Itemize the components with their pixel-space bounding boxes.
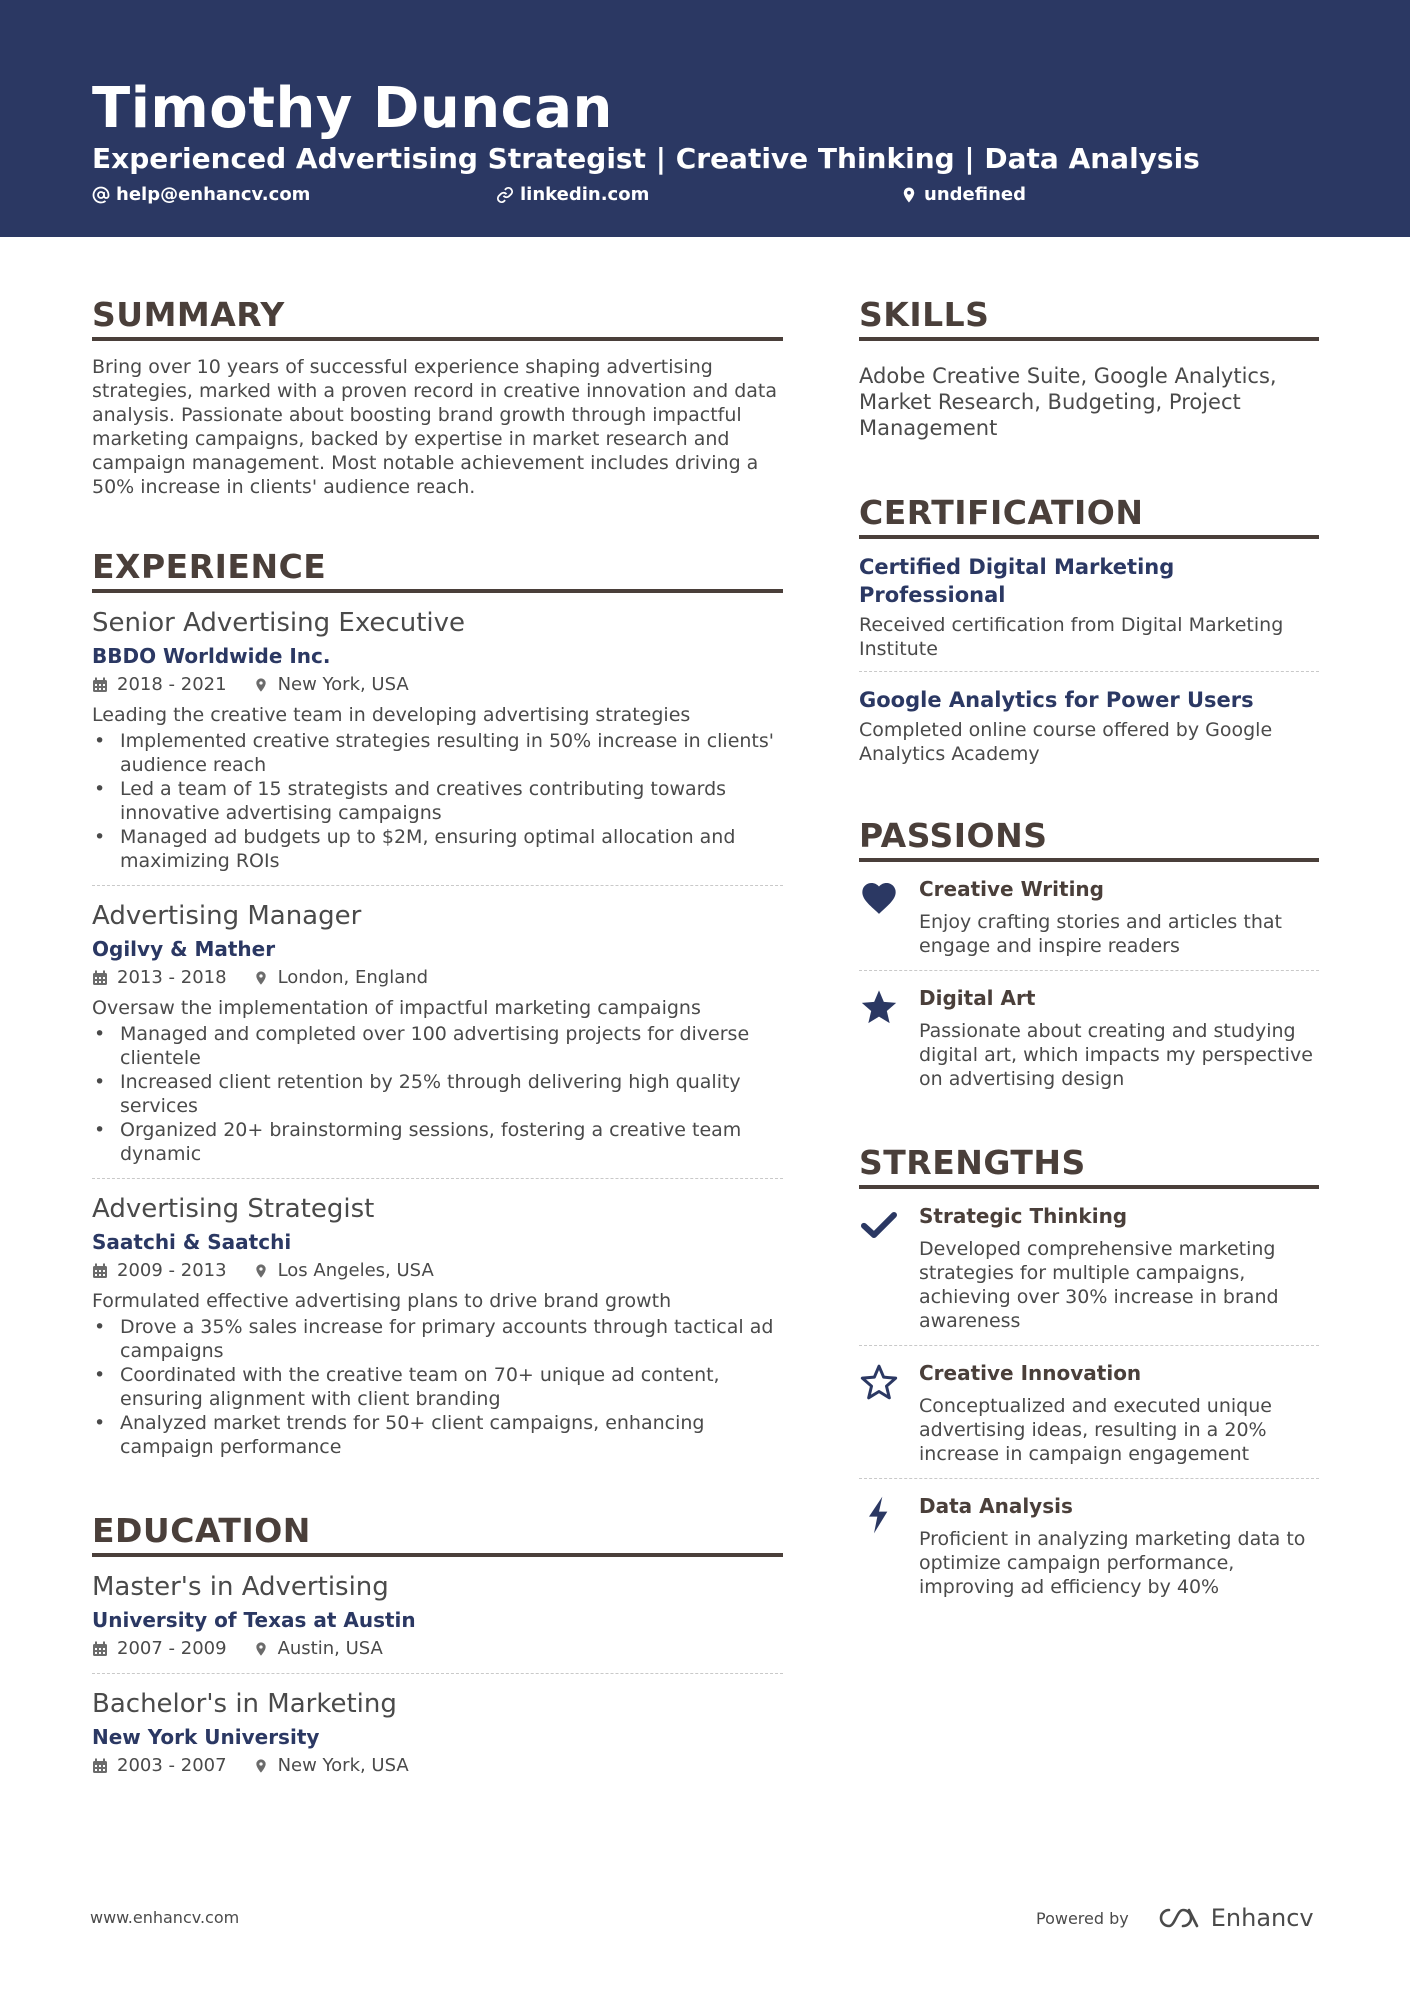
contact-linkedin-text: linkedin.com (520, 184, 650, 205)
strength-body (919, 1360, 1319, 1466)
link-icon (496, 186, 514, 204)
job-location (253, 966, 429, 990)
education-entry (92, 1674, 783, 1790)
certification-section (859, 493, 1319, 776)
passion-item (859, 971, 1319, 1103)
skills-heading: SKILLS (859, 295, 1319, 341)
strength-title: Creative Innovation (919, 1361, 1142, 1385)
certification-heading: CERTIFICATION (859, 493, 1319, 539)
footer-powered (1036, 1904, 1314, 1932)
strength-item (859, 1479, 1319, 1611)
job-location (253, 673, 409, 697)
job-bullet: • Increased client retention by 25% through delivering high quality services (92, 1070, 783, 1118)
experience-heading: EXPERIENCE (92, 547, 783, 593)
certification-entry (859, 539, 1319, 672)
contact-location (900, 184, 1026, 205)
job-meta (92, 673, 783, 697)
education-heading: EDUCATION (92, 1511, 783, 1557)
education-entry (92, 1557, 783, 1674)
job-location (253, 1259, 434, 1283)
strength-body (919, 1203, 1319, 1333)
at-sign-icon (92, 186, 110, 204)
lightning-icon (859, 1493, 919, 1599)
left-column (92, 295, 783, 1790)
job-location-text: London, England (277, 967, 429, 988)
job-description: Formulated effective advertising plans to drive brand growth (92, 1290, 672, 1312)
location-pin-icon (900, 186, 918, 204)
degree-name: Master's in Advertising (92, 1572, 389, 1602)
contact-bar (92, 184, 1318, 208)
contact-linkedin[interactable] (496, 184, 649, 205)
education-location (253, 1637, 383, 1661)
star-outline-icon (859, 1360, 919, 1466)
job-role: Advertising Strategist (92, 1194, 375, 1224)
school-name: New York University (92, 1725, 320, 1749)
education-meta (92, 1637, 783, 1661)
passions-heading: PASSIONS (859, 816, 1319, 862)
location-pin-icon (253, 1263, 269, 1279)
passion-description: Passionate about creating and studying digital art, which impacts my perspective on advertising design (919, 1020, 1313, 1090)
job-role: Advertising Manager (92, 901, 362, 931)
job-dates-text: 2009 - 2013 (117, 1260, 227, 1281)
strength-description: Proficient in analyzing marketing data to optimize campaign performance, improving ad efficiency by 40% (919, 1528, 1306, 1598)
calendar-icon (92, 970, 108, 986)
contact-location-text: undefined (924, 184, 1026, 205)
job-bullets (92, 729, 783, 873)
education-location (253, 1754, 409, 1778)
job-role: Senior Advertising Executive (92, 608, 465, 638)
job-location-text: New York, USA (277, 674, 409, 695)
strength-description: Developed comprehensive marketing strategies for multiple campaigns, achieving over 30% increase in brand awareness (919, 1238, 1279, 1332)
candidate-title: Experienced Advertising Strategist | Creative Thinking | Data Analysis (92, 142, 1200, 175)
job-bullets (92, 1315, 783, 1459)
strength-item (859, 1346, 1319, 1479)
job-bullet: • Led a team of 15 strategists and creatives contributing towards innovative advertising campaigns (92, 777, 783, 825)
job-description: Oversaw the implementation of impactful marketing campaigns (92, 997, 701, 1019)
job-bullet: • Coordinated with the creative team on 70+ unique ad content, ensuring alignment with client branding (92, 1363, 783, 1411)
passion-body (919, 876, 1319, 958)
passion-body (919, 985, 1319, 1091)
calendar-icon (92, 1641, 108, 1657)
job-meta (92, 1259, 783, 1283)
experience-section (92, 547, 783, 1471)
job-bullet: • Managed ad budgets up to $2M, ensuring optimal allocation and maximizing ROIs (92, 825, 783, 873)
enhancv-brand: Enhancv (1210, 1904, 1314, 1932)
candidate-name: Timothy Duncan (92, 76, 613, 141)
certification-title: Google Analytics for Power Users (859, 688, 1254, 712)
passion-item (859, 862, 1319, 971)
enhancv-logo[interactable] (1155, 1904, 1314, 1932)
calendar-icon (92, 1758, 108, 1774)
job-bullet: • Drove a 35% sales increase for primary accounts through tactical ad campaigns (92, 1315, 783, 1363)
location-pin-icon (253, 970, 269, 986)
company-name: BBDO Worldwide Inc. (92, 644, 331, 668)
calendar-icon (92, 1263, 108, 1279)
strengths-section (859, 1143, 1319, 1611)
education-location-text: Austin, USA (277, 1638, 383, 1659)
job-dates (92, 1259, 227, 1283)
experience-entry (92, 593, 783, 886)
certification-description: Completed online course offered by Google Analytics Academy (859, 719, 1273, 765)
education-dates-text: 2007 - 2009 (117, 1638, 227, 1659)
heart-icon (859, 876, 919, 958)
job-description: Leading the creative team in developing advertising strategies (92, 704, 691, 726)
contact-email-text: help@enhancv.com (116, 184, 311, 205)
skills-section (859, 295, 1319, 441)
degree-name: Bachelor's in Marketing (92, 1689, 397, 1719)
summary-heading: SUMMARY (92, 295, 783, 341)
resume-header (0, 0, 1410, 237)
contact-email[interactable] (92, 184, 310, 205)
job-dates-text: 2013 - 2018 (117, 967, 227, 988)
strength-title: Data Analysis (919, 1494, 1073, 1518)
calendar-icon (92, 677, 108, 693)
job-bullet: • Managed and completed over 100 advertising projects for diverse clientele (92, 1022, 783, 1070)
education-section (92, 1511, 783, 1790)
job-bullet: • Analyzed market trends for 50+ client campaigns, enhancing campaign performance (92, 1411, 783, 1459)
job-bullets (92, 1022, 783, 1166)
summary-text: Bring over 10 years of successful experience shaping advertising strategies, marked with a proven record in creative innovation and data analysis. Passionate about boosting brand growth through impactful marketing campaigns, backed by expertise in market research and campaign management. Most notable achievement includes driving a 50% increase in clients' audience reach. (92, 356, 778, 498)
strength-item (859, 1189, 1319, 1346)
certification-title: Certified Digital Marketing Professional (859, 555, 1175, 607)
experience-entry (92, 886, 783, 1179)
job-meta (92, 966, 783, 990)
school-name: University of Texas at Austin (92, 1608, 416, 1632)
strengths-heading: STRENGTHS (859, 1143, 1319, 1189)
education-dates (92, 1637, 227, 1661)
education-location-text: New York, USA (277, 1755, 409, 1776)
experience-entry (92, 1179, 783, 1471)
company-name: Saatchi & Saatchi (92, 1230, 292, 1254)
job-location-text: Los Angeles, USA (277, 1260, 434, 1281)
location-pin-icon (253, 1758, 269, 1774)
summary-section (92, 295, 783, 499)
job-dates-text: 2018 - 2021 (117, 674, 227, 695)
certification-entry (859, 672, 1319, 776)
footer-website[interactable]: www.enhancv.com (90, 1908, 240, 1927)
job-dates (92, 966, 227, 990)
passion-title: Creative Writing (919, 877, 1104, 901)
passion-description: Enjoy crafting stories and articles that engage and inspire readers (919, 911, 1282, 957)
enhancv-logo-icon (1155, 1905, 1203, 1931)
location-pin-icon (253, 677, 269, 693)
job-bullet: • Organized 20+ brainstorming sessions, fostering a creative team dynamic (92, 1118, 783, 1166)
job-dates (92, 673, 227, 697)
strength-description: Conceptualized and executed unique advertising ideas, resulting in a 20% increase in campaign engagement (919, 1395, 1272, 1465)
strength-title: Strategic Thinking (919, 1204, 1128, 1228)
education-dates-text: 2003 - 2007 (117, 1755, 227, 1776)
passion-title: Digital Art (919, 986, 1036, 1010)
job-bullet: • Implemented creative strategies resulting in 50% increase in clients' audience reach (92, 729, 783, 777)
star-filled-icon (859, 985, 919, 1091)
right-column (859, 295, 1319, 1611)
company-name: Ogilvy & Mather (92, 937, 276, 961)
strength-body (919, 1493, 1319, 1599)
education-meta (92, 1754, 783, 1778)
checkmark-icon (859, 1203, 919, 1333)
passions-section (859, 816, 1319, 1103)
powered-by-label: Powered by (1036, 1908, 1129, 1928)
education-dates (92, 1754, 227, 1778)
skills-text: Adobe Creative Suite, Google Analytics, Market Research, Budgeting, Project Management (859, 364, 1277, 440)
certification-description: Received certification from Digital Marketing Institute (859, 614, 1284, 660)
location-pin-icon (253, 1641, 269, 1657)
